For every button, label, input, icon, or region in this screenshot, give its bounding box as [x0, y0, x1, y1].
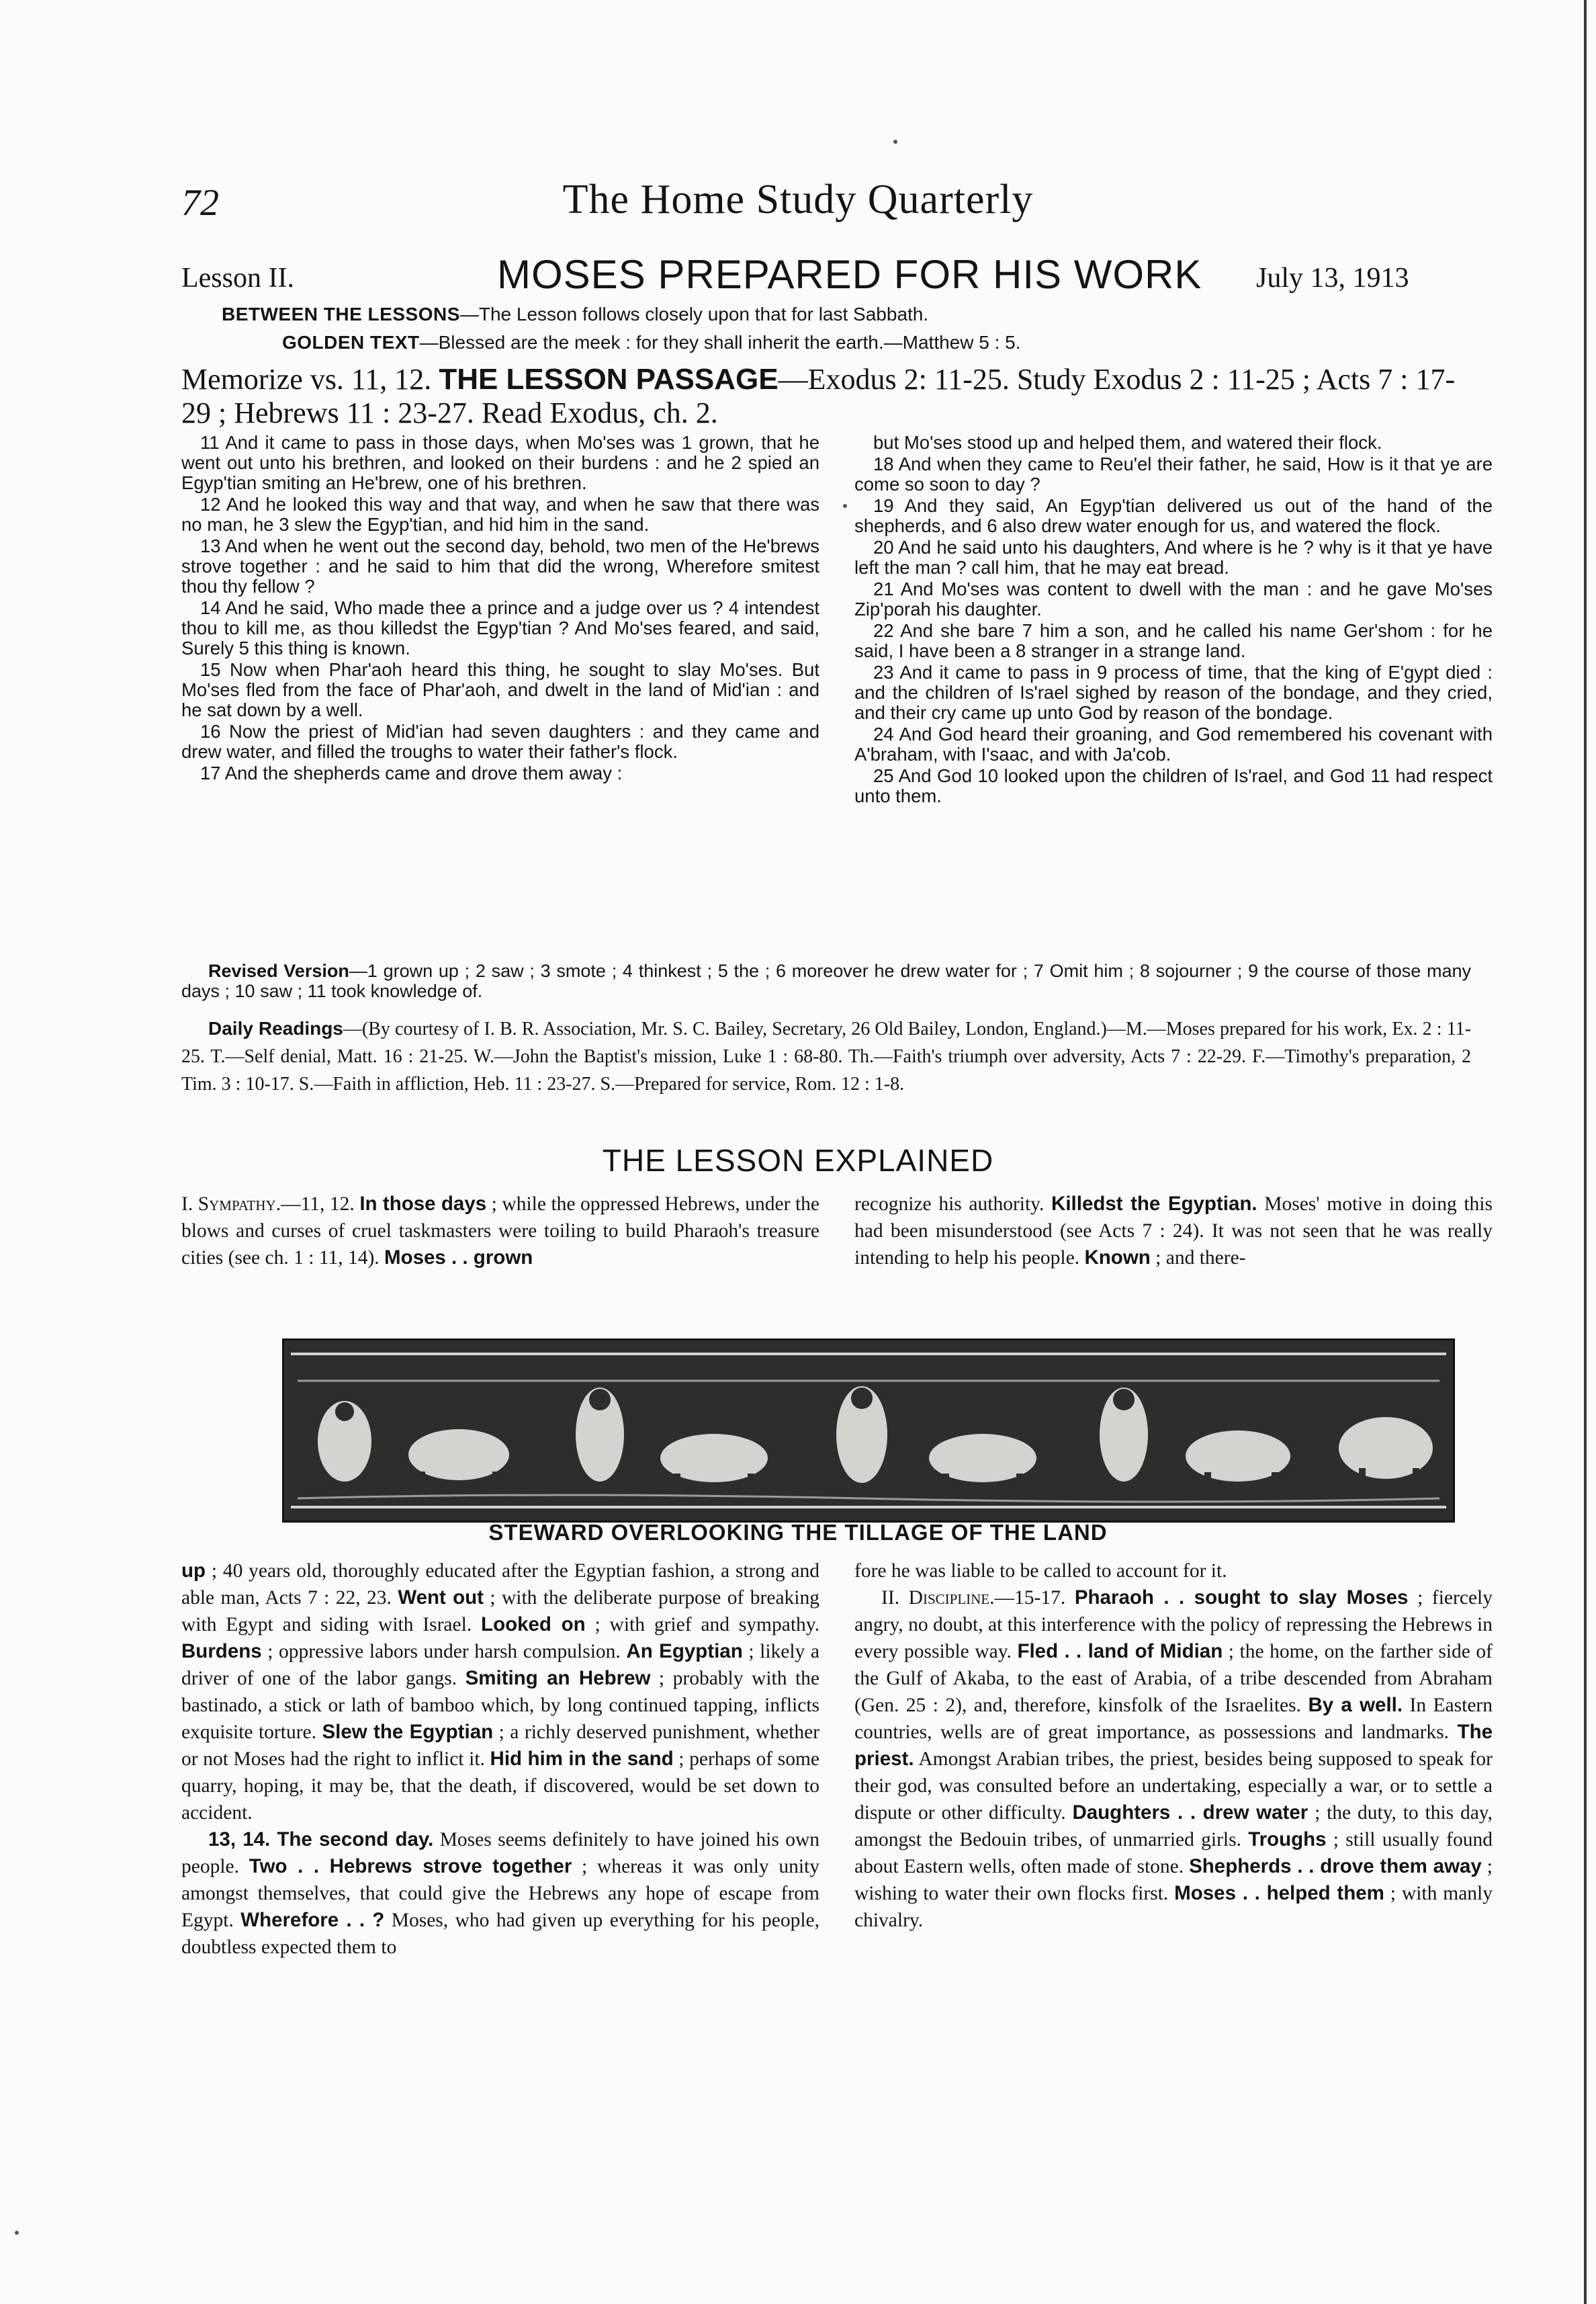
commentary-text	[1065, 1587, 1075, 1609]
keyword-phrase: Pharaoh . . sought to slay Moses	[1074, 1586, 1409, 1609]
commentary-text: ; 40 years old, thoroughly educated after the Egyptian fashion, a strong and able man, Acts 7 : 22, 23.	[181, 1560, 819, 1609]
commentary-text: ; probably with the bastinado, a stick or lath of bamboo which, by long continued tapping, inflicts exquisite torture.	[181, 1668, 820, 1743]
keyword-phrase: 13, 14. The second day.	[208, 1828, 434, 1850]
keyword-phrase: Daughters . . drew water	[1072, 1801, 1309, 1824]
scripture-verse: 21 And Mo'ses was content to dwell with the man : and he gave Mo'ses Zip'porah his daughter.	[854, 579, 1493, 620]
golden-text: GOLDEN TEXT—Blessed are the meek : for they shall inherit the earth.—Matthew 5 : 5.	[282, 332, 1021, 353]
lesson-passage: Memorize vs. 11, 12. THE LESSON PASSAGE—Exodus 2: 11-25. Study Exodus 2 : 11-25 ; Acts 7 : 17-29 ; Hebrews 11 : 23-27. Read Exodus, ch. 2.	[181, 363, 1456, 429]
keyword-phrase: The priest.	[854, 1721, 1493, 1770]
scripture-verse: but Mo'ses stood up and helped them, and watered their flock.	[873, 432, 1382, 453]
keyword-phrase: Hid him in the sand	[490, 1748, 674, 1770]
keyword-phrase: Smiting an Hebrew	[465, 1667, 651, 1689]
daily-readings: Daily Readings—(By courtesy of I. B. R. Association, Mr. S. C. Bailey, Secretary, 26 Old Bailey, London, England.)—M.—Moses prepared for his work, Ex. 2 : 11-25. T.—Self denial, Matt. 16 : 21-25. W.—John the Baptist's mission, Luke 1 : 68-80. Th.—Faith's triumph over adversity, Acts 7 : 22-29. F.—Timothy's preparation, 2 Tim. 3 : 10-17. S.—Faith in affliction, Heb. 11 : 23-27. S.—Prepared for service, Rom. 12 : 1-8.	[181, 1018, 1471, 1095]
lesson-title: MOSES PREPARED FOR HIS WORK	[497, 252, 1202, 297]
keyword-phrase: up	[181, 1560, 206, 1582]
scripture-verse: 25 And God 10 looked upon the children of Is'rael, and God 11 had respect unto them.	[854, 765, 1493, 806]
keyword-phrase: By a well.	[1308, 1694, 1403, 1716]
keyword-phrase: Troughs	[1248, 1828, 1327, 1850]
explained-paragraph	[854, 1584, 1493, 1934]
commentary-text: In Eastern countries, wells are of great importance, as possessions and landmarks.	[854, 1695, 1493, 1743]
explained-top-right: recognize his authority. Killedst the Egyptian. Moses' motive in doing this had been misunderstood (see Acts 7 : 24). It was not seen that he was really intending to help his people. Known ; and there-	[854, 1193, 1493, 1269]
commentary-text: ; oppressive labors under harsh compulsion.	[261, 1641, 627, 1662]
keyword-phrase: Burdens	[181, 1640, 262, 1662]
keyword-phrase: Fled . . land of Midian	[1017, 1640, 1223, 1662]
commentary-text: Amongst Arabian tribes, the priest, besides being supposed to speak for their god, was consulted before an undertaking, especially a war, or to settle a dispute or other difficulty.	[854, 1748, 1493, 1824]
lesson-date: July 13, 1913	[1256, 263, 1409, 294]
scripture-verse: 22 And she bare 7 him a son, and he called his name Ger'shom : for he said, I have been a 8 stranger in a strange land.	[854, 620, 1493, 661]
commentary-text: ; fiercely angry, no doubt, at this interference with the policy of repressing the Hebrews in every possible way.	[854, 1587, 1493, 1662]
keyword-phrase: An Egyptian	[626, 1640, 743, 1662]
commentary-text: ; likely a driver of one of the labor gangs.	[181, 1641, 819, 1689]
between-lessons: BETWEEN THE LESSONS—The Lesson follows closely upon that for last Sabbath.	[222, 304, 929, 325]
commentary-text: ; the home, on the farther side of the Gulf of Akaba, to the east of Arabia, of a tribe descended from Abraham (Gen. 25 : 2), and, therefore, kinsfolk of the Israelites.	[854, 1641, 1493, 1716]
egyptian-tillage-frieze-image	[282, 1338, 1455, 1523]
scripture-verse: 17 And the shepherds came and drove them away :	[200, 763, 623, 783]
scripture-verse: 11 And it came to pass in those days, when Mo'ses was 1 grown, that he went out unto his brethren, and looked on their burdens : and he 2 spied an Egyp'tian smiting an He'brew, one of his brethren.	[181, 432, 819, 493]
explained-paragraph: fore he was liable to be called to account for it.	[854, 1560, 1227, 1582]
commentary-text: Moses seems definitely to have joined his own people.	[181, 1829, 819, 1877]
scripture-verse: 23 And it came to pass in 9 process of time, that the king of E'gypt died : and the children of Is'rael sighed by reason of the bondage, and they cried, and their cry came up unto God by reason of the bondage.	[854, 662, 1493, 723]
keyword-phrase: Wherefore . . ?	[240, 1909, 385, 1931]
revised-version: Revised Version—1 grown up ; 2 saw ; 3 smote ; 4 thinkest ; 5 the ; 6 moreover he drew water for ; 7 Omit him ; 8 sojourner ; 9 the course of those many days ; 10 saw ; 11 took knowledge of.	[181, 961, 1472, 1001]
explained-top-left: I. Sympathy.—11, 12. In those days ; while the oppressed Hebrews, under the blows and curses of cruel taskmasters were toiling to build Pharaoh's treasure cities (see ch. 1 : 11, 14). Moses . . grown	[181, 1193, 819, 1269]
commentary-text: ; with the deliberate purpose of breaking with Egypt and siding with Israel.	[181, 1587, 819, 1635]
scripture-verse: 18 And when they came to Reu'el their father, he said, How is it that ye are come so soon to day ?	[854, 454, 1493, 495]
running-head: The Home Study Quarterly	[562, 177, 1034, 222]
scripture-verse: 13 And when he went out the second day, behold, two men of the He'brews strove together : and he said to him that did the wrong, Wherefore smitest thou thy fellow ?	[181, 536, 819, 597]
explained-paragraph	[181, 1558, 819, 1826]
commentary-text: ; wishing to water their own flocks first.	[854, 1856, 1493, 1904]
keyword-phrase: Went out	[398, 1586, 484, 1609]
scripture-left-column	[181, 433, 819, 785]
page-number: 72	[181, 182, 219, 224]
scripture-verse: 20 And he said unto his daughters, And where is he ? why is it that ye have left the man ? call him, that he may eat bread.	[854, 537, 1493, 578]
scripture-verse: 24 And God heard their groaning, and God remembered his covenant with A'braham, with I'saac, and with Ja'cob.	[854, 724, 1493, 765]
section-heading-sympathy: I. Sympathy.—11, 12.	[181, 1193, 355, 1215]
lesson-explained-heading: THE LESSON EXPLAINED	[602, 1143, 994, 1178]
commentary-text: ; the duty, to this day, amongst the Bedouin tribes, of unmarried girls.	[854, 1802, 1493, 1850]
section-heading: II. Discipline.—15-17.	[881, 1587, 1066, 1609]
image-caption: STEWARD OVERLOOKING THE TILLAGE OF THE LAND	[488, 1520, 1108, 1545]
scripture-verse: 12 And he looked this way and that way, and when he saw that there was no man, he 3 slew the Egyp'tian, and hid him in the sand.	[181, 494, 819, 535]
keyword-phrase: Shepherds . . drove them away	[1189, 1855, 1482, 1877]
scan-speck	[15, 2231, 19, 2235]
frieze-illustration	[284, 1340, 1453, 1521]
keyword-phrase: Moses . . helped them	[1174, 1882, 1384, 1904]
commentary-text: ; whereas it was only unity amongst themselves, that could give the Hebrews any hope of escape from Egypt.	[181, 1856, 819, 1931]
scripture-verse: 19 And they said, An Egyp'tian delivered us out of the hand of the shepherds, and 6 also drew water enough for us, and watered the flock.	[854, 495, 1493, 536]
keyword-phrase: Two . . Hebrews strove together	[249, 1855, 572, 1877]
scripture-right-column	[854, 433, 1493, 808]
scripture-verse: 15 Now when Phar'aoh heard this thing, he sought to slay Mo'ses. But Mo'ses fled from the face of Phar'aoh, and dwelt in the land of Mid'ian : and he sat down by a well.	[181, 659, 819, 720]
keyword-phrase: Slew the Egyptian	[322, 1721, 494, 1743]
commentary-text: ; with grief and sympathy.	[585, 1614, 819, 1635]
explained-bottom-right	[854, 1558, 1493, 1934]
commentary-text: ; perhaps of some quarry, hoping, it may be, that the death, if discovered, would be set down to accident.	[181, 1748, 819, 1824]
explained-paragraph	[181, 1826, 819, 1961]
scripture-verse: 14 And he said, Who made thee a prince and a judge over us ? 4 intendest thou to kill me, as thou killedst the Egyp'tian ? And Mo'ses feared, and said, Surely 5 this thing is known.	[181, 597, 819, 658]
commentary-text: ; still usually found about Eastern wells, often made of stone.	[854, 1829, 1493, 1877]
commentary-text: ; a richly deserved punishment, whether or not Moses had the right to inflict it.	[181, 1721, 820, 1770]
explained-bottom-left	[181, 1558, 819, 1961]
commentary-text: Moses, who had given up everything for his people, doubtless expected them to	[181, 1910, 819, 1958]
commentary-text: ; with manly chivalry.	[854, 1883, 1493, 1931]
lesson-number: Lesson II.	[181, 263, 294, 294]
scan-speck	[893, 140, 897, 144]
keyword-phrase: Looked on	[481, 1613, 586, 1635]
scripture-verse: 16 Now the priest of Mid'ian had seven daughters : and they came and drew water, and filled the troughs to water their father's flock.	[181, 721, 819, 762]
scan-speck	[843, 504, 847, 508]
